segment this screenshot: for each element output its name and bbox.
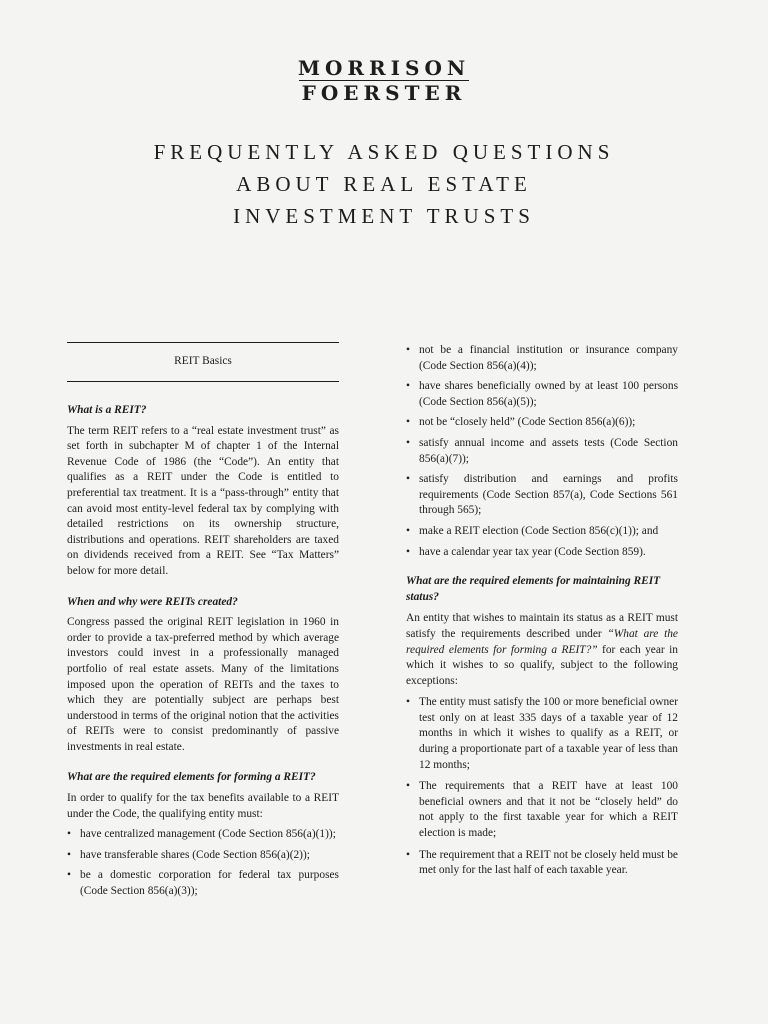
bullet-icon: • bbox=[406, 344, 410, 356]
list-item-text: not be a financial institution or insurance company (Code Section 856(a)(4)); bbox=[419, 344, 678, 372]
list-item bbox=[406, 343, 678, 374]
list-item-text: have centralized management (Code Section 856(a)(1)); bbox=[80, 828, 336, 841]
question-heading: What are the required elements for maintaining REIT status? bbox=[406, 575, 661, 603]
logo-line-2: FOERSTER bbox=[301, 81, 467, 105]
bullet-icon: • bbox=[67, 828, 71, 841]
list-item-text: The requirement that a REIT not be closely held must be met only for the last half of each taxable year. bbox=[419, 848, 678, 877]
bullet-icon: • bbox=[67, 869, 71, 882]
answer-paragraph bbox=[406, 611, 678, 689]
list-item bbox=[406, 524, 678, 540]
list-item-text: not be “closely held” (Code Section 856(a)(6)); bbox=[419, 416, 636, 429]
question-heading: When and why were REITs created? bbox=[67, 595, 238, 608]
list-item bbox=[406, 848, 678, 879]
list-item bbox=[406, 415, 678, 431]
requirements-list-continued bbox=[406, 343, 678, 560]
bullet-icon: • bbox=[406, 545, 410, 558]
list-item bbox=[67, 848, 339, 864]
list-item-text: have transferable shares (Code Section 856(a)(2)); bbox=[80, 848, 310, 861]
bullet-icon: • bbox=[406, 848, 410, 861]
answer-text: for each year in which it wishes to so qualify, subject to the following exceptions: bbox=[406, 643, 678, 687]
list-item bbox=[406, 472, 678, 519]
bullet-icon: • bbox=[406, 696, 410, 709]
list-item-text: satisfy annual income and assets tests (Code Section 856(a)(7)); bbox=[419, 436, 678, 465]
exceptions-list bbox=[406, 695, 678, 879]
list-item bbox=[406, 779, 678, 841]
list-item-text: have shares beneficially owned by at least 100 persons (Code Section 856(a)(5)); bbox=[419, 380, 678, 408]
answer-text: An entity that wishes to maintain its status as a REIT must satisfy the requirements described under bbox=[406, 612, 678, 640]
list-item bbox=[67, 827, 339, 843]
firm-logo bbox=[0, 56, 768, 105]
list-item-text: The entity must satisfy the 100 or more beneficial owner test only on at least 335 days of a taxable year of 12 months in which it wishes to qualify as a REIT, or during a proportionate part of a taxable year of less than 12 months; bbox=[419, 696, 678, 771]
question-heading: What is a REIT? bbox=[67, 404, 147, 416]
requirements-list bbox=[67, 827, 339, 899]
answer-paragraph: The term REIT refers to a “real estate investment trust” as set forth in subchapter M of chapter 1 of the Internal Revenue Code of 1986 (the “Code”). An entity that qualifies as a REIT under the Code is entitled to preferential tax treatment. It is a “pass-through” entity that can avoid most entity-level federal tax by complying with detailed restrictions on its ownership structure, distributions and operations. REIT shareholders are taxed on dividends received from a REIT. See “Tax Matters” below for more detail. bbox=[67, 424, 339, 577]
bullet-icon: • bbox=[406, 416, 410, 429]
title-line-3: INVESTMENT TRUSTS bbox=[233, 204, 535, 228]
list-item-text: be a domestic corporation for federal tax purposes (Code Section 856(a)(3)); bbox=[80, 869, 339, 898]
answer-paragraph: Congress passed the original REIT legislation in 1960 in order to provide a tax-preferred method by which average investors could invest in a professionally managed portfolio of real estate assets. Many of the limitations imposed upon the operation of REITs and the taxes to which they are potentially subject are perhaps best understood in terms of the original notion that the activities of REITs were to consist predominantly of passive investments in real estate. bbox=[67, 616, 339, 753]
section-header bbox=[67, 342, 339, 382]
bullet-icon: • bbox=[67, 848, 71, 861]
logo-line-1: MORRISON bbox=[297, 56, 471, 80]
bullet-icon: • bbox=[406, 436, 410, 449]
cross-reference: “What are the required elements for forming a REIT?” bbox=[406, 627, 678, 656]
right-column bbox=[406, 343, 678, 879]
list-item bbox=[406, 545, 678, 561]
list-item-text: The requirements that a REIT have at least 100 beneficial owners and that it not be “closely held” do not apply to the first taxable year for which a REIT election is made; bbox=[419, 780, 678, 840]
list-item bbox=[406, 379, 678, 410]
list-item-text: make a REIT election (Code Section 856(c)(1)); and bbox=[419, 524, 659, 537]
list-item-text: satisfy distribution and earnings and profits requirements (Code Section 857(a), Code Sections 561 through 565); bbox=[419, 473, 678, 517]
bullet-icon: • bbox=[406, 780, 410, 793]
bullet-icon: • bbox=[406, 473, 410, 486]
list-item bbox=[406, 695, 678, 773]
bullet-icon: • bbox=[406, 524, 410, 537]
list-item bbox=[67, 868, 339, 899]
answer-paragraph: In order to qualify for the tax benefits available to a REIT under the Code, the qualifying entity must: bbox=[67, 792, 339, 820]
title-line-1: FREQUENTLY ASKED QUESTIONS bbox=[153, 140, 615, 164]
list-item-text: have a calendar year tax year (Code Section 859). bbox=[419, 545, 646, 558]
bullet-icon: • bbox=[406, 380, 410, 393]
left-column bbox=[67, 340, 339, 900]
document-title bbox=[0, 136, 768, 232]
title-line-2: ABOUT REAL ESTATE bbox=[236, 172, 532, 196]
list-item bbox=[406, 436, 678, 467]
question-heading: What are the required elements for forming a REIT? bbox=[67, 771, 316, 784]
section-title: REIT Basics bbox=[174, 355, 232, 368]
